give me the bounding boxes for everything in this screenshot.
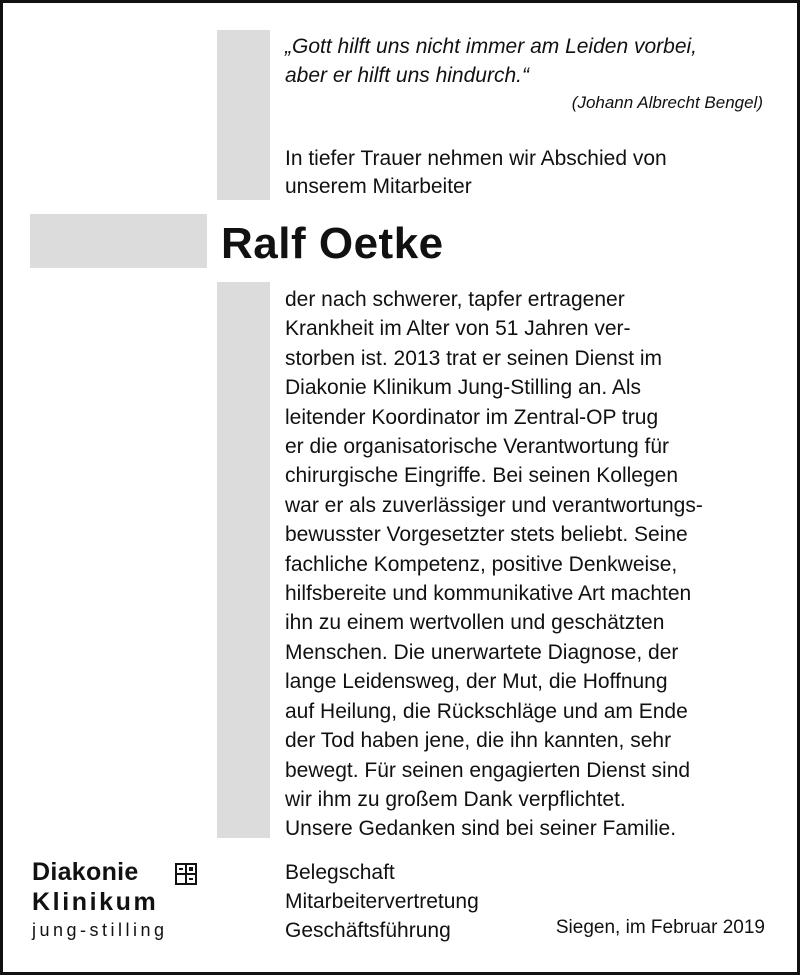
cross-left-arm bbox=[30, 214, 207, 268]
signers bbox=[285, 858, 479, 945]
logo-line: Diakonie bbox=[32, 858, 139, 886]
logo-line: Klinikum bbox=[32, 888, 159, 916]
body-line: hilfsbereite und kommunikative Art machten bbox=[285, 582, 692, 606]
body-line: storben ist. 2013 trat er seinen Dienst im bbox=[285, 346, 663, 370]
signer: Mitarbeitervertretung bbox=[285, 890, 479, 913]
body-line: der Tod haben jene, die ihn kannten, sehr bbox=[285, 729, 672, 753]
body-line: Diakonie Klinikum Jung-Stilling an. Als bbox=[285, 376, 642, 400]
signer: Belegschaft bbox=[285, 861, 395, 884]
body-line: auf Heilung, die Rückschläge und am Ende bbox=[285, 699, 688, 723]
body-line: Unsere Gedanken sind bei seiner Familie. bbox=[285, 817, 677, 841]
quote-line: „Gott hilft uns nicht immer am Leiden vorbei, bbox=[285, 35, 698, 58]
body-line: war er als zuverlässiger und verantwortungs- bbox=[285, 493, 703, 517]
body-line: er die organisatorische Verantwortung für bbox=[285, 435, 670, 459]
deceased-name: Ralf Oetke bbox=[221, 219, 444, 268]
diakonie-klinikum-logo bbox=[32, 857, 202, 943]
quote-line: aber er hilft uns hindurch.“ bbox=[285, 64, 529, 87]
cross-lower-beam bbox=[217, 282, 270, 838]
intro-line: unserem Mitarbeiter bbox=[285, 175, 472, 198]
body-line: Krankheit im Alter von 51 Jahren ver- bbox=[285, 317, 631, 341]
body-line: wir ihm zu großem Dank verpflichtet. bbox=[285, 787, 626, 811]
body-line: Menschen. Die unerwartete Diagnose, der bbox=[285, 640, 679, 664]
quote-source: (Johann Albrecht Bengel) bbox=[571, 93, 763, 112]
body-line: bewegt. Für seinen engagierten Dienst sind bbox=[285, 758, 691, 782]
body-line: bewusster Vorgesetzter stets beliebt. Seine bbox=[285, 523, 688, 547]
place-date: Siegen, im Februar 2019 bbox=[555, 917, 765, 938]
logo-line: jung-stilling bbox=[32, 920, 168, 940]
body-line: chirurgische Eingriffe. Bei seinen Kollegen bbox=[285, 464, 679, 488]
diakonie-cross-icon bbox=[175, 863, 197, 885]
body-line: ihn zu einem wertvollen und geschätzten bbox=[285, 611, 665, 635]
intro-text bbox=[285, 145, 765, 201]
body-line: leitender Koordinator im Zentral-OP trug bbox=[285, 405, 659, 429]
body-line: fachliche Kompetenz, positive Denkweise, bbox=[285, 552, 678, 576]
intro-line: In tiefer Trauer nehmen wir Abschied von bbox=[285, 147, 667, 170]
obituary-body bbox=[285, 285, 765, 844]
cross-upper-beam bbox=[217, 30, 270, 200]
quote bbox=[285, 32, 765, 90]
body-line: der nach schwerer, tapfer ertragener bbox=[285, 288, 625, 311]
signer: Geschäftsführung bbox=[285, 919, 451, 942]
body-line: lange Leidensweg, der Mut, die Hoffnung bbox=[285, 670, 668, 694]
